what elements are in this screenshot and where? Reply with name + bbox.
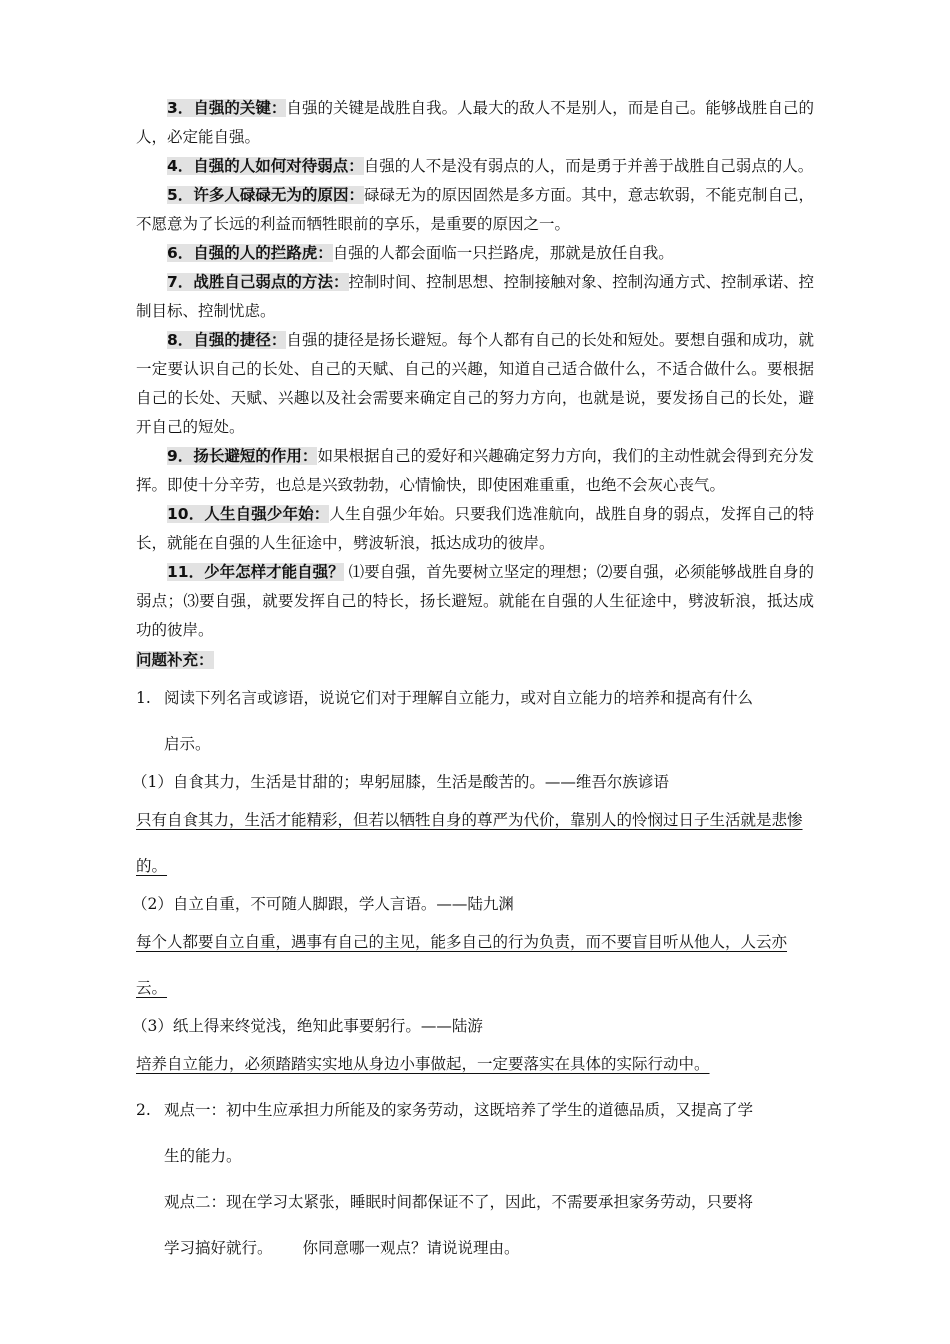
point-3 [136,94,814,152]
point-text: 自强的捷径是扬长避短。每个人都有自己的长处和短处。要想自强和成功，就一定要认识自己的长处、自己的天赋、自己的兴趣，知道自己适合做什么，不适合做什么。要根据自己的长处、天赋、兴趣以及社会需要来确定自己的努力方向，也就是说，要发扬自己的长处，避开自己的短处。 [136,331,814,436]
viewpoint-1: 观点一：初中生应承担力所能及的家务劳动，这既培养了学生的道德品质，又提高了学 [164,1101,754,1119]
question-2 [136,1087,814,1271]
point-4 [136,152,814,181]
point-7 [136,268,814,326]
point-9 [136,442,814,500]
point-label: 4．自强的人如何对待弱点： [167,157,364,175]
question-prompt: 你同意哪一观点？请说说理由。 [302,1239,520,1257]
point-text: 人生自强少年始。只要我们选准航向，战胜自身的弱点，发挥自己的特长，就能在自强的人生征途中，劈波斩浪，抵达成功的彼岸。 [136,505,814,552]
point-label: 6．自强的人的拦路虎： [167,244,333,262]
point-text: 控制时间、控制思想、控制接触对象、控制沟通方式、控制承诺、控制目标、控制忧虑。 [136,273,814,320]
point-label: 11．少年怎样才能自强？ [167,563,344,581]
document-content [132,94,814,1271]
question-number: 1. [136,689,151,707]
point-text: 自强的人都会面临一只拦路虎，那就是放任自我。 [332,244,674,262]
point-11 [136,558,814,645]
point-label: 9．扬长避短的作用： [167,447,318,465]
question-text: 阅读下列名言或谚语，说说它们对于理解自立能力，或对自立能力的培养和提高有什么 [164,689,754,707]
point-label: 7．战胜自己弱点的方法： [167,273,349,291]
answer-2: 每个人都要自立自重，遇事有自己的主见，能多自己的行为负责，而不要盲目听从他人，人云亦云。 [136,933,788,997]
point-label: 5．许多人碌碌无为的原因： [167,186,365,204]
supplement-heading: 问题补充： [136,651,214,669]
question-number: 2. [136,1101,151,1119]
point-label: 10．人生自强少年始： [167,505,330,523]
supplement-heading-row [136,645,814,675]
point-label: 8．自强的捷径： [167,331,287,349]
point-10 [136,500,814,558]
viewpoint-2-cont-row [136,1225,814,1271]
viewpoint-2-cont: 学习搞好就行。 [164,1239,273,1257]
point-text: 如果根据自己的爱好和兴趣确定努力方向，我们的主动性就会得到充分发挥。即使十分辛劳，也总是兴致勃勃，心情愉快，即使困难重重，也绝不会灰心丧气。 [136,447,814,494]
quote-1: （1）自食其力，生活是甘甜的；卑躬屈膝，生活是酸苦的。——维吾尔族谚语 [132,773,669,791]
answer-3: 培养自立能力，必须踏踏实实地从身边小事做起，一定要落实在具体的实际行动中。 [136,1055,710,1073]
viewpoint-1-cont: 生的能力。 [164,1147,242,1165]
viewpoint-2: 观点二：现在学习太紧张，睡眠时间都保证不了，因此，不需要承担家务劳动，只要将 [164,1193,754,1211]
point-text: ⑴要自强，首先要树立坚定的理想；⑵要自强，必须能够战胜自身的弱点；⑶要自强，就要发挥自己的特长，扬长避短。就能在自强的人生征途中，劈波斩浪，抵达成功的彼岸。 [136,563,814,639]
quote-2: （2）自立自重，不可随人脚跟，学人言语。——陆九渊 [132,895,514,913]
point-text: 自强的人不是没有弱点的人，而是勇于并善于战胜自己弱点的人。 [363,157,814,175]
question-text-cont: 启示。 [164,735,211,753]
answer-1: 只有自食其力，生活才能精彩，但若以牺牲自身的尊严为代价，靠别人的怜悯过日子生活就是悲惨的。 [136,811,803,875]
quote-3: （3）纸上得来终觉浅，绝知此事要躬行。——陆游 [132,1017,483,1035]
point-5 [136,181,814,239]
point-6 [136,239,814,268]
point-text: 碌碌无为的原因固然是多方面。其中，意志软弱，不能克制自己，不愿意为了长远的利益而牺牲眼前的享乐，是重要的原因之一。 [136,186,814,233]
point-text: 自强的关键是战胜自我。人最大的敌人不是别人，而是自己。能够战胜自己的人，必定能自强。 [136,99,814,146]
point-8 [136,326,814,442]
point-label: 3．自强的关键： [167,99,287,117]
question-1 [136,675,814,767]
